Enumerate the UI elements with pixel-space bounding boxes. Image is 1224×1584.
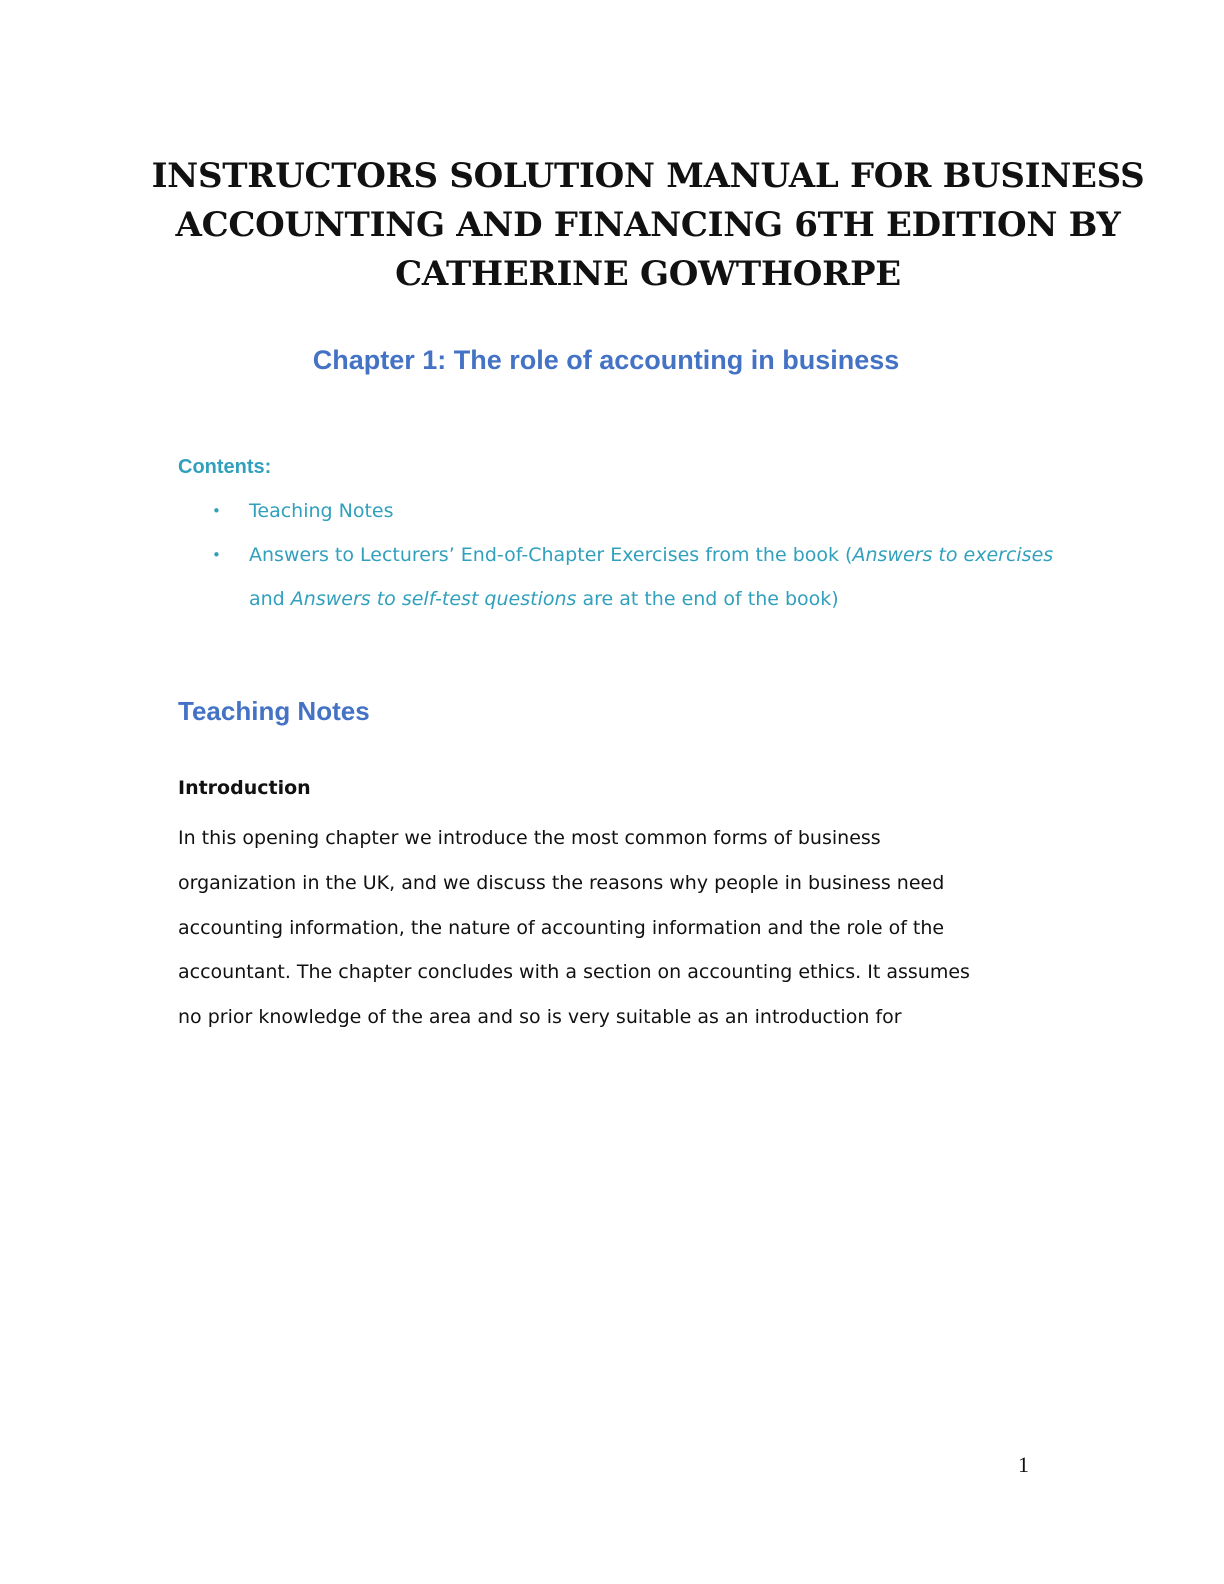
document-title: [150, 152, 1146, 299]
contents-item-teaching-notes: [178, 489, 1078, 533]
contents-item-text-part3: are at the end of the book): [576, 588, 839, 610]
contents-label: Contents:: [178, 456, 272, 478]
bullet-icon: •: [212, 502, 221, 520]
introduction-paragraph: [178, 816, 1058, 1040]
contents-item-answers: [178, 533, 1078, 621]
bullet-icon: •: [212, 546, 221, 564]
contents-item-text-part2: and: [249, 588, 291, 610]
section-heading-teaching-notes: Teaching Notes: [178, 696, 370, 726]
page-number: 1: [1018, 1452, 1029, 1477]
paragraph-line-4: accountant. The chapter concludes with a section on accounting ethics. It assumes: [178, 961, 970, 984]
contents-item-text-part1: Answers to Lecturers’ End-of-Chapter Exercises from the book (: [249, 544, 853, 566]
paragraph-line-3: accounting information, the nature of accounting information and the role of the: [178, 916, 945, 939]
chapter-heading: Chapter 1: The role of accounting in business: [312, 345, 900, 375]
title-line-3: CATHERINE GOWTHORPE: [395, 254, 901, 294]
title-line-1: INSTRUCTORS SOLUTION MANUAL FOR BUSINESS: [151, 156, 1145, 196]
subsection-heading-introduction: Introduction: [178, 777, 311, 799]
paragraph-line-5: no prior knowledge of the area and so is very suitable as an introduction for: [178, 1006, 902, 1029]
contents-item-label: Teaching Notes: [249, 500, 394, 522]
paragraph-line-2: organization in the UK, and we discuss the reasons why people in business need: [178, 871, 945, 894]
contents-item-italic-answers-exercises: Answers to exercises: [852, 544, 1054, 566]
paragraph-line-1: In this opening chapter we introduce the most common forms of business: [178, 827, 881, 849]
contents-list: [178, 489, 1078, 621]
contents-item-italic-answers-self-test: Answers to self-test questions: [290, 588, 577, 610]
title-line-2: ACCOUNTING AND FINANCING 6TH EDITION BY: [175, 205, 1121, 245]
